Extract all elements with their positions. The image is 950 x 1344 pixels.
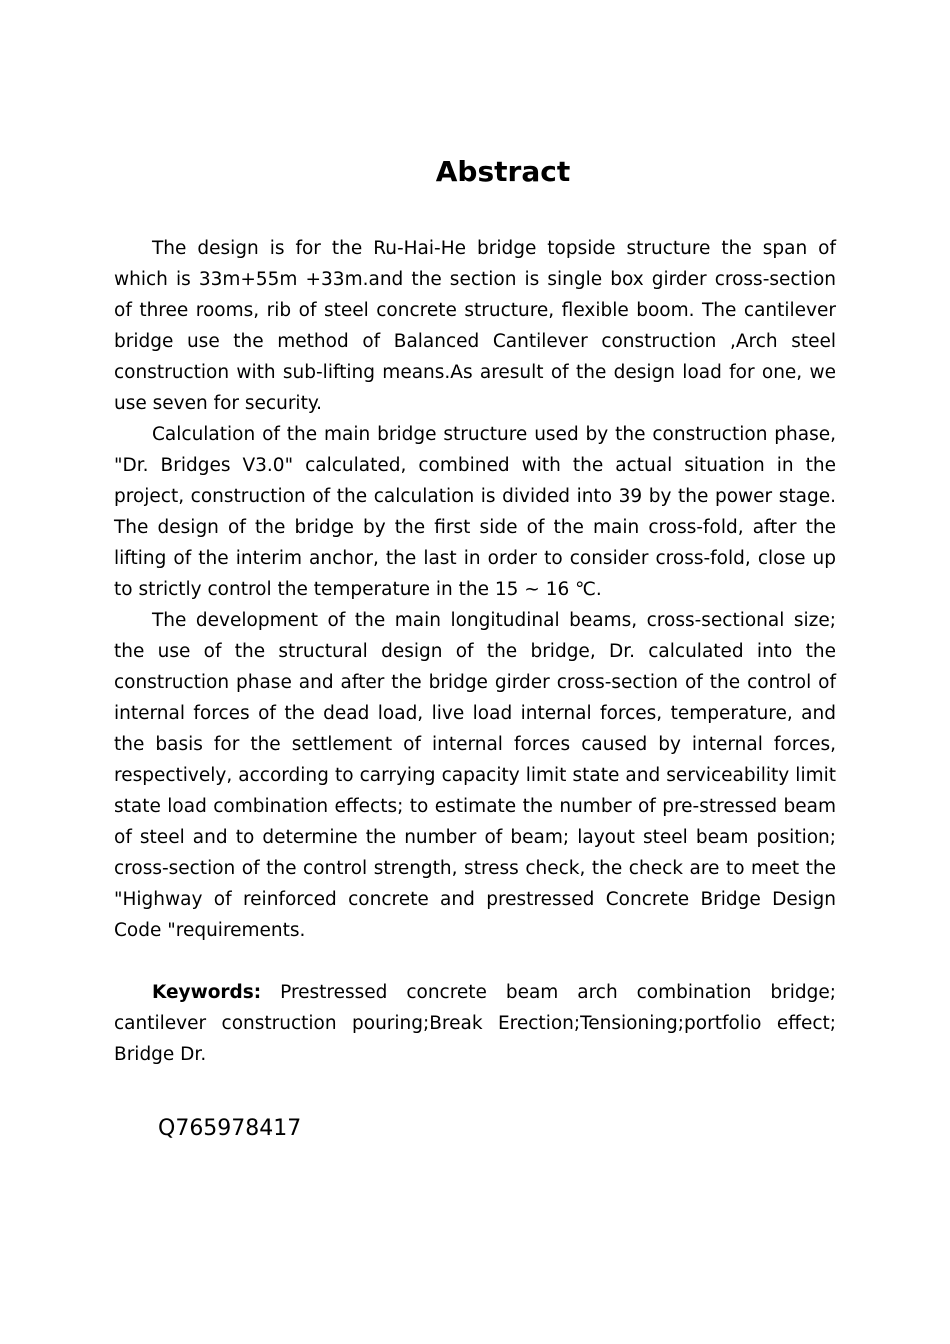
abstract-paragraph-2: Calculation of the main bridge structure used by the construction phase, "Dr. Bridges V3.0" calculated, combined with the actual situation in the project, construction of the calculation is divided into 39 by the power stage. The design of the bridge by the first side of the main cross-fold, after the lifting of the interim anchor, the last in order to consider cross-fold, close up to strictly control the temperature in the 15 ~ 16 ℃. (114, 424, 836, 600)
page-title: Abstract (435, 155, 571, 188)
abstract-paragraph-3: The development of the main longitudinal beams, cross-sectional size; the use of the structural design of the bridge, Dr. calculated into the construction phase and after the bridge girder cross-section of the control of internal forces of the dead load, live load internal forces, temperature, and the basis for the settlement of internal forces caused by internal forces, respectively, according to carrying capacity limit state and serviceability limit state load combination effects; to estimate the number of pre-stressed beam of steel and to determine the number of beam; layout steel beam position; cross-section of the control strength, stress check, the check are to meet the "Highway of reinforced concrete and prestressed Concrete Bridge Design Code "requirements. (114, 610, 836, 941)
abstract-body (114, 233, 836, 1070)
abstract-paragraph-1: The design is for the Ru-Hai-He bridge topside structure the span of which is 33m+55m +33m.and the section is single box girder cross-section of three rooms, rib of steel concrete structure, flexible boom. The cantilever bridge use the method of Balanced Cantilever construction ,Arch steel construction with sub-lifting means.As aresult of the design load for one, we use seven for security. (114, 238, 836, 414)
keywords-paragraph (114, 977, 836, 1070)
keywords-text: Prestressed concrete beam arch combination bridge; cantilever construction pouring;Break Erection;Tensioning;portfolio effect; Bridge Dr. (114, 982, 836, 1065)
reference-code: Q765978417 (158, 1116, 302, 1141)
keywords-label: Keywords: (152, 982, 262, 1003)
